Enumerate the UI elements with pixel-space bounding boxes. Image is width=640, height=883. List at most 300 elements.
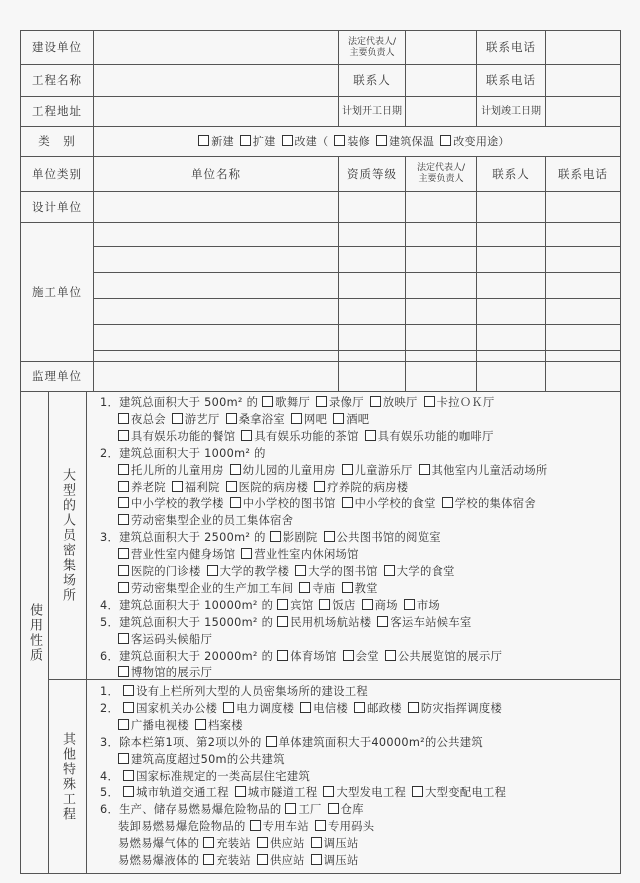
contact-phone-field[interactable] bbox=[546, 31, 620, 64]
checkbox-icon[interactable] bbox=[295, 565, 306, 576]
planned-end-label: 计划竣工日期 bbox=[481, 106, 541, 117]
checkbox-icon[interactable] bbox=[118, 514, 129, 525]
usage-label: 使用性质 bbox=[27, 602, 42, 663]
option-line bbox=[100, 614, 478, 630]
option-line bbox=[100, 751, 291, 767]
checkbox-option[interactable] bbox=[123, 770, 310, 783]
option-line bbox=[100, 394, 501, 410]
checkbox-option[interactable] bbox=[354, 702, 402, 715]
checkbox-icon[interactable] bbox=[419, 464, 430, 475]
checkbox-option[interactable] bbox=[319, 599, 355, 612]
phone-header: 联系电话 bbox=[558, 166, 608, 181]
col-line bbox=[545, 156, 546, 391]
checkbox-label: 专用车站 bbox=[262, 820, 309, 834]
option-line-prefix: 易燃易爆气体的 bbox=[118, 837, 200, 851]
checkbox-option[interactable] bbox=[266, 736, 483, 749]
checkbox-label: 教堂 bbox=[354, 581, 378, 595]
checkbox-label: 新建 bbox=[211, 135, 234, 148]
checkbox-label: 改建（ bbox=[294, 135, 329, 148]
option-line bbox=[100, 734, 489, 750]
checkbox-option[interactable] bbox=[285, 803, 321, 816]
checkbox-icon[interactable] bbox=[123, 685, 134, 696]
checkbox-option[interactable] bbox=[291, 413, 327, 426]
option-line bbox=[100, 546, 365, 562]
checkbox-icon[interactable] bbox=[262, 396, 273, 407]
option-line-prefix: 2． bbox=[100, 701, 120, 715]
checkbox-icon[interactable] bbox=[203, 854, 214, 865]
option-line bbox=[100, 631, 218, 647]
checkbox-option[interactable] bbox=[404, 599, 440, 612]
checkbox-option[interactable] bbox=[118, 514, 293, 527]
checkbox-icon[interactable] bbox=[334, 135, 345, 146]
option-line bbox=[100, 664, 218, 680]
checkbox-icon[interactable] bbox=[299, 582, 310, 593]
build-unit-label: 建设单位 bbox=[32, 40, 82, 54]
option-line-prefix: 6．生产、储存易燃易爆危险物品的 bbox=[100, 803, 282, 817]
checkbox-label: 国家标准规定的一类高层住宅建筑 bbox=[136, 769, 311, 783]
option-line bbox=[100, 835, 365, 851]
checkbox-icon[interactable] bbox=[385, 650, 396, 661]
checkbox-option[interactable] bbox=[299, 582, 335, 595]
checkbox-option[interactable] bbox=[118, 666, 212, 679]
checkbox-icon[interactable] bbox=[314, 481, 325, 492]
unit-name-header: 单位名称 bbox=[191, 166, 241, 181]
checkbox-label: 疗养院的病房楼 bbox=[327, 480, 409, 494]
checkbox-label: 放映厅 bbox=[382, 396, 418, 409]
option-line-prefix: 3．除本栏第1项、第2项以外的 bbox=[100, 735, 262, 749]
checkbox-option[interactable] bbox=[118, 413, 166, 426]
checkbox-label: 影剧院 bbox=[282, 531, 318, 545]
checkbox-icon[interactable] bbox=[384, 565, 395, 576]
option-line-prefix: 易燃易爆液体的 bbox=[118, 854, 200, 867]
checkbox-option[interactable] bbox=[241, 548, 358, 561]
contact-header: 联系人 bbox=[492, 166, 530, 181]
option-line-prefix: 3．建筑总面积大于 2500m² 的 bbox=[100, 531, 266, 545]
checkbox-label: 充装站 bbox=[216, 854, 251, 867]
checkbox-option[interactable] bbox=[172, 413, 220, 426]
checkbox-label: 具有娱乐功能的咖啡厅 bbox=[377, 429, 494, 443]
planned-start-label: 计划开工日期 bbox=[342, 106, 402, 117]
checkbox-option[interactable] bbox=[195, 719, 243, 732]
checkbox-option[interactable] bbox=[370, 396, 418, 409]
checkbox-option[interactable] bbox=[118, 565, 201, 578]
option-line bbox=[100, 445, 270, 461]
checkbox-option[interactable] bbox=[226, 413, 285, 426]
checkbox-icon[interactable] bbox=[285, 803, 296, 814]
legal-rep-label: 法定代表人/ 主要负责人 bbox=[347, 36, 397, 58]
checkbox-option[interactable] bbox=[342, 582, 378, 595]
checkbox-icon[interactable] bbox=[118, 481, 129, 492]
checkbox-icon[interactable] bbox=[198, 135, 209, 146]
checkbox-option[interactable] bbox=[323, 786, 406, 799]
option-line bbox=[100, 512, 299, 528]
project-address-field[interactable] bbox=[94, 97, 338, 126]
checkbox-label: 电力调度楼 bbox=[236, 701, 295, 715]
checkbox-icon[interactable] bbox=[118, 430, 129, 441]
checkbox-label: 中小学校的食堂 bbox=[354, 497, 436, 511]
checkbox-icon[interactable] bbox=[408, 702, 419, 713]
unit-type-header: 单位类别 bbox=[32, 166, 82, 181]
checkbox-icon[interactable] bbox=[223, 702, 234, 713]
checkbox-icon[interactable] bbox=[440, 135, 451, 146]
option-line bbox=[100, 495, 542, 511]
checkbox-icon[interactable] bbox=[319, 599, 330, 610]
checkbox-option[interactable] bbox=[295, 565, 378, 578]
option-line bbox=[100, 597, 446, 613]
option-line bbox=[100, 768, 316, 784]
checkbox-option[interactable] bbox=[235, 786, 318, 799]
checkbox-option[interactable] bbox=[118, 430, 235, 443]
checkbox-option[interactable] bbox=[412, 786, 506, 799]
option-line bbox=[100, 700, 508, 716]
checkbox-option[interactable] bbox=[257, 854, 305, 867]
checkbox-option[interactable] bbox=[257, 837, 305, 850]
checkbox-icon[interactable] bbox=[277, 599, 288, 610]
checkbox-label: 幼儿园的儿童用房 bbox=[242, 463, 336, 477]
category-label: 类 别 bbox=[38, 134, 76, 148]
option-line bbox=[100, 462, 554, 478]
checkbox-icon[interactable] bbox=[172, 481, 183, 492]
checkbox-label: 歌舞厅 bbox=[275, 396, 311, 409]
checkbox-icon[interactable] bbox=[291, 413, 302, 424]
checkbox-option[interactable] bbox=[314, 481, 408, 494]
checkbox-label: 医院的门诊楼 bbox=[131, 565, 201, 578]
checkbox-option[interactable] bbox=[277, 650, 336, 663]
checkbox-label: 大学的图书馆 bbox=[308, 565, 378, 578]
checkbox-option[interactable] bbox=[226, 481, 309, 494]
checkbox-icon[interactable] bbox=[123, 702, 134, 713]
checkbox-icon[interactable] bbox=[118, 582, 129, 593]
checkbox-icon[interactable] bbox=[118, 666, 129, 677]
checkbox-icon[interactable] bbox=[241, 430, 252, 441]
checkbox-option[interactable] bbox=[311, 854, 359, 867]
checkbox-label: 改变用途） bbox=[453, 135, 510, 148]
qualification-header: 资质等级 bbox=[347, 166, 397, 181]
option-line bbox=[100, 648, 508, 664]
row-line bbox=[93, 350, 621, 351]
checkbox-icon[interactable] bbox=[207, 565, 218, 576]
checkbox-icon[interactable] bbox=[365, 430, 376, 441]
checkbox-label: 医院的病房楼 bbox=[238, 480, 309, 494]
checkbox-icon[interactable] bbox=[342, 497, 353, 508]
checkbox-option[interactable] bbox=[207, 565, 290, 578]
checkbox-option[interactable] bbox=[118, 753, 285, 766]
checkbox-option[interactable] bbox=[118, 497, 224, 510]
checkbox-option[interactable] bbox=[408, 702, 502, 715]
checkbox-label: 劳动密集型企业的员工集体宿舍 bbox=[131, 514, 294, 528]
checkbox-icon[interactable] bbox=[316, 396, 327, 407]
checkbox-icon[interactable] bbox=[118, 753, 129, 764]
checkbox-option[interactable] bbox=[419, 464, 548, 477]
checkbox-label: 设有上栏所列大型的人员密集场所的建设工程 bbox=[136, 685, 369, 698]
checkbox-label: 单体建筑面积大于40000m²的公共建筑 bbox=[278, 735, 483, 749]
checkbox-icon[interactable] bbox=[240, 135, 251, 146]
checkbox-option[interactable] bbox=[123, 702, 217, 715]
checkbox-icon[interactable] bbox=[123, 770, 134, 781]
contact-phone-field-2[interactable] bbox=[546, 65, 620, 96]
checkbox-option[interactable] bbox=[123, 685, 368, 698]
checkbox-option[interactable] bbox=[277, 616, 371, 629]
checkbox-option[interactable] bbox=[250, 820, 309, 833]
checkbox-icon[interactable] bbox=[311, 854, 322, 865]
checkbox-icon[interactable] bbox=[277, 650, 288, 661]
checkbox-option[interactable] bbox=[118, 633, 212, 646]
checkbox-option[interactable] bbox=[277, 599, 313, 612]
checkbox-label: 防灾指挥调度楼 bbox=[420, 701, 503, 715]
checkbox-label: 录像厅 bbox=[329, 396, 364, 409]
checkbox-label: 公共图书馆的阅览室 bbox=[336, 531, 441, 545]
checkbox-label: 城市隧道工程 bbox=[247, 786, 318, 800]
checkbox-option[interactable] bbox=[384, 565, 455, 578]
checkbox-option[interactable] bbox=[311, 837, 359, 850]
checkbox-icon[interactable] bbox=[354, 702, 365, 713]
checkbox-icon[interactable] bbox=[277, 616, 288, 627]
option-line bbox=[100, 563, 461, 579]
checkbox-label: 大学的食堂 bbox=[396, 565, 455, 578]
checkbox-icon[interactable] bbox=[370, 396, 381, 407]
option-line bbox=[100, 852, 365, 868]
checkbox-option[interactable] bbox=[262, 396, 310, 409]
planned-end-field[interactable] bbox=[546, 97, 620, 126]
design-unit-label: 设计单位 bbox=[32, 199, 82, 214]
checkbox-option[interactable] bbox=[442, 497, 536, 510]
checkbox-label: 大学的教学楼 bbox=[219, 565, 290, 578]
checkbox-label: 档案楼 bbox=[208, 718, 243, 732]
checkbox-label: 工厂 bbox=[298, 803, 322, 817]
planned-start-field[interactable] bbox=[406, 97, 476, 126]
checkbox-label: 供应站 bbox=[269, 837, 305, 851]
row-line bbox=[93, 298, 621, 299]
checkbox-label: 商场 bbox=[374, 598, 398, 612]
checkbox-option[interactable] bbox=[424, 396, 495, 409]
checkbox-label: 中小学校的图书馆 bbox=[242, 497, 336, 511]
option-line bbox=[100, 529, 447, 545]
construction-unit-label: 施工单位 bbox=[32, 284, 82, 299]
contact-field[interactable] bbox=[406, 65, 476, 96]
legal-rep-field[interactable] bbox=[406, 31, 476, 64]
checkbox-label: 仓库 bbox=[340, 803, 364, 817]
checkbox-icon[interactable] bbox=[343, 650, 354, 661]
checkbox-option[interactable] bbox=[230, 464, 336, 477]
checkbox-icon[interactable] bbox=[282, 135, 293, 146]
checkbox-label: 桑拿浴室 bbox=[238, 412, 285, 426]
option-line bbox=[100, 428, 500, 444]
checkbox-label: 体育场馆 bbox=[290, 649, 337, 663]
checkbox-icon[interactable] bbox=[412, 786, 423, 797]
checkbox-label: 网吧 bbox=[303, 412, 328, 426]
checkbox-icon[interactable] bbox=[333, 413, 344, 424]
checkbox-icon[interactable] bbox=[270, 531, 281, 542]
checkbox-icon[interactable] bbox=[241, 548, 252, 559]
checkbox-icon[interactable] bbox=[172, 413, 183, 424]
option-line-prefix: 5． bbox=[100, 786, 120, 800]
checkbox-icon[interactable] bbox=[266, 736, 277, 747]
checkbox-icon[interactable] bbox=[118, 497, 129, 508]
checkbox-icon[interactable] bbox=[250, 820, 261, 831]
checkbox-label: 学校的集体宿舍 bbox=[454, 497, 536, 511]
checkbox-icon[interactable] bbox=[195, 719, 206, 730]
checkbox-option[interactable] bbox=[223, 702, 294, 715]
checkbox-label: 寺庙 bbox=[312, 581, 336, 595]
option-line-prefix: 4． bbox=[100, 769, 120, 783]
contact-label: 联系人 bbox=[353, 73, 391, 87]
checkbox-option[interactable] bbox=[365, 430, 494, 443]
checkbox-icon[interactable] bbox=[362, 599, 373, 610]
checkbox-label: 博物馆的展示厅 bbox=[131, 666, 213, 680]
checkbox-icon[interactable] bbox=[118, 633, 129, 644]
checkbox-icon[interactable] bbox=[324, 531, 335, 542]
row-line bbox=[20, 361, 621, 362]
checkbox-option[interactable] bbox=[203, 837, 251, 850]
checkbox-option[interactable] bbox=[118, 548, 235, 561]
row-line bbox=[93, 324, 621, 325]
checkbox-icon[interactable] bbox=[376, 135, 387, 146]
checkbox-label: 调压站 bbox=[323, 837, 359, 851]
option-line bbox=[100, 784, 512, 800]
checkbox-option[interactable] bbox=[333, 413, 369, 426]
checkbox-option[interactable] bbox=[300, 702, 348, 715]
checkbox-option[interactable] bbox=[343, 650, 379, 663]
option-line-prefix: 5．建筑总面积大于 15000m² 的 bbox=[100, 615, 274, 629]
checkbox-icon[interactable] bbox=[315, 820, 326, 831]
checkbox-label: 具有娱乐功能的餐馆 bbox=[131, 429, 236, 443]
checkbox-icon[interactable] bbox=[257, 837, 268, 848]
checkbox-icon[interactable] bbox=[424, 396, 435, 407]
checkbox-icon[interactable] bbox=[230, 497, 241, 508]
checkbox-icon[interactable] bbox=[118, 719, 129, 730]
option-line-prefix: 装卸易燃易爆危险物品的 bbox=[118, 820, 246, 834]
option-line-prefix: 4．建筑总面积大于 10000m² 的 bbox=[100, 598, 274, 612]
checkbox-option[interactable] bbox=[118, 582, 293, 595]
checkbox-option[interactable] bbox=[377, 616, 471, 629]
option-line bbox=[100, 683, 374, 699]
checkbox-option[interactable] bbox=[342, 464, 413, 477]
checkbox-label: 福利院 bbox=[184, 480, 220, 494]
build-unit-field[interactable] bbox=[94, 31, 338, 64]
row-line bbox=[20, 222, 621, 223]
checkbox-option[interactable] bbox=[118, 719, 189, 732]
checkbox-option[interactable] bbox=[315, 820, 374, 833]
checkbox-icon[interactable] bbox=[257, 854, 268, 865]
checkbox-icon[interactable] bbox=[311, 837, 322, 848]
checkbox-option[interactable] bbox=[328, 803, 364, 816]
col-line bbox=[93, 156, 94, 391]
checkbox-option[interactable] bbox=[123, 786, 229, 799]
checkbox-label: 客运车站候车室 bbox=[390, 615, 472, 629]
option-line bbox=[100, 479, 414, 495]
checkbox-option[interactable] bbox=[342, 497, 436, 510]
checkbox-icon[interactable] bbox=[118, 413, 129, 424]
checkbox-label: 供应站 bbox=[269, 854, 305, 867]
checkbox-icon[interactable] bbox=[328, 803, 339, 814]
supervision-unit-label: 监理单位 bbox=[32, 369, 82, 383]
project-address-label: 工程地址 bbox=[32, 104, 82, 118]
checkbox-option[interactable] bbox=[362, 599, 398, 612]
checkbox-option[interactable] bbox=[241, 430, 358, 443]
checkbox-icon[interactable] bbox=[226, 481, 237, 492]
col-line bbox=[476, 156, 477, 391]
checkbox-option[interactable] bbox=[385, 650, 502, 663]
checkbox-label: 电信楼 bbox=[313, 701, 349, 715]
checkbox-icon[interactable] bbox=[226, 413, 237, 424]
option-line bbox=[100, 580, 384, 596]
checkbox-option[interactable] bbox=[172, 481, 220, 494]
checkbox-label: 宾馆 bbox=[290, 598, 314, 612]
checkbox-label: 市场 bbox=[416, 598, 441, 612]
checkbox-label: 建筑保温 bbox=[389, 135, 435, 148]
checkbox-icon[interactable] bbox=[230, 464, 241, 475]
checkbox-label: 具有娱乐功能的茶馆 bbox=[254, 429, 359, 443]
checkbox-label: 公共展览馆的展示厅 bbox=[397, 649, 503, 663]
checkbox-option[interactable] bbox=[316, 396, 364, 409]
option-line-prefix: 1．建筑总面积大于 500m² 的 bbox=[100, 396, 259, 409]
contact-phone-label: 联系电话 bbox=[486, 40, 536, 54]
checkbox-label: 游艺厅 bbox=[184, 412, 220, 426]
checkbox-icon[interactable] bbox=[235, 786, 246, 797]
category-options bbox=[94, 127, 620, 156]
checkbox-icon[interactable] bbox=[404, 599, 415, 610]
row-line bbox=[20, 191, 621, 192]
checkbox-icon[interactable] bbox=[118, 548, 129, 559]
checkbox-label: 充装站 bbox=[216, 837, 251, 851]
checkbox-icon[interactable] bbox=[300, 702, 311, 713]
checkbox-option[interactable] bbox=[118, 481, 166, 494]
option-line-prefix: 1． bbox=[100, 685, 120, 698]
checkbox-option[interactable] bbox=[198, 135, 234, 148]
checkbox-icon[interactable] bbox=[203, 837, 214, 848]
checkbox-label: 饭店 bbox=[332, 598, 356, 612]
checkbox-option[interactable] bbox=[240, 135, 276, 148]
checkbox-icon[interactable] bbox=[118, 464, 129, 475]
checkbox-label: 养老院 bbox=[131, 480, 166, 494]
checkbox-option[interactable] bbox=[334, 135, 370, 148]
option-line bbox=[100, 717, 249, 733]
checkbox-label: 建筑高度超过50m的公共建筑 bbox=[131, 752, 285, 766]
checkbox-icon[interactable] bbox=[377, 616, 388, 627]
checkbox-label: 夜总会 bbox=[131, 412, 166, 426]
checkbox-option[interactable] bbox=[203, 854, 251, 867]
checkbox-label: 邮政楼 bbox=[367, 701, 402, 715]
checkbox-icon[interactable] bbox=[342, 582, 353, 593]
checkbox-label: 会堂 bbox=[355, 649, 379, 663]
checkbox-icon[interactable] bbox=[118, 565, 129, 576]
option-line bbox=[100, 411, 375, 427]
checkbox-label: 国家机关办公楼 bbox=[136, 701, 218, 715]
checkbox-label: 调压站 bbox=[323, 854, 359, 867]
checkbox-option[interactable] bbox=[376, 135, 434, 148]
option-line bbox=[100, 818, 380, 834]
checkbox-label: 客运码头候船厅 bbox=[131, 632, 213, 646]
row-line bbox=[93, 246, 621, 247]
checkbox-label: 酒吧 bbox=[346, 412, 370, 426]
checkbox-icon[interactable] bbox=[442, 497, 453, 508]
project-name-field[interactable] bbox=[94, 65, 338, 96]
checkbox-option[interactable] bbox=[230, 497, 336, 510]
checkbox-label: 劳动密集型企业的生产加工车间 bbox=[131, 581, 294, 595]
checkbox-option[interactable] bbox=[324, 531, 441, 544]
checkbox-option[interactable] bbox=[282, 135, 329, 148]
checkbox-icon[interactable] bbox=[123, 786, 134, 797]
checkbox-option[interactable] bbox=[270, 531, 318, 544]
checkbox-option[interactable] bbox=[440, 135, 510, 148]
checkbox-option[interactable] bbox=[118, 464, 224, 477]
option-line-prefix: 2．建筑总面积大于 1000m² 的 bbox=[100, 446, 266, 460]
option-line-prefix: 6．建筑总面积大于 20000m² 的 bbox=[100, 649, 274, 663]
checkbox-icon[interactable] bbox=[323, 786, 334, 797]
checkbox-label: 大型发电工程 bbox=[336, 786, 407, 800]
checkbox-label: 中小学校的教学楼 bbox=[131, 497, 224, 511]
checkbox-icon[interactable] bbox=[342, 464, 353, 475]
